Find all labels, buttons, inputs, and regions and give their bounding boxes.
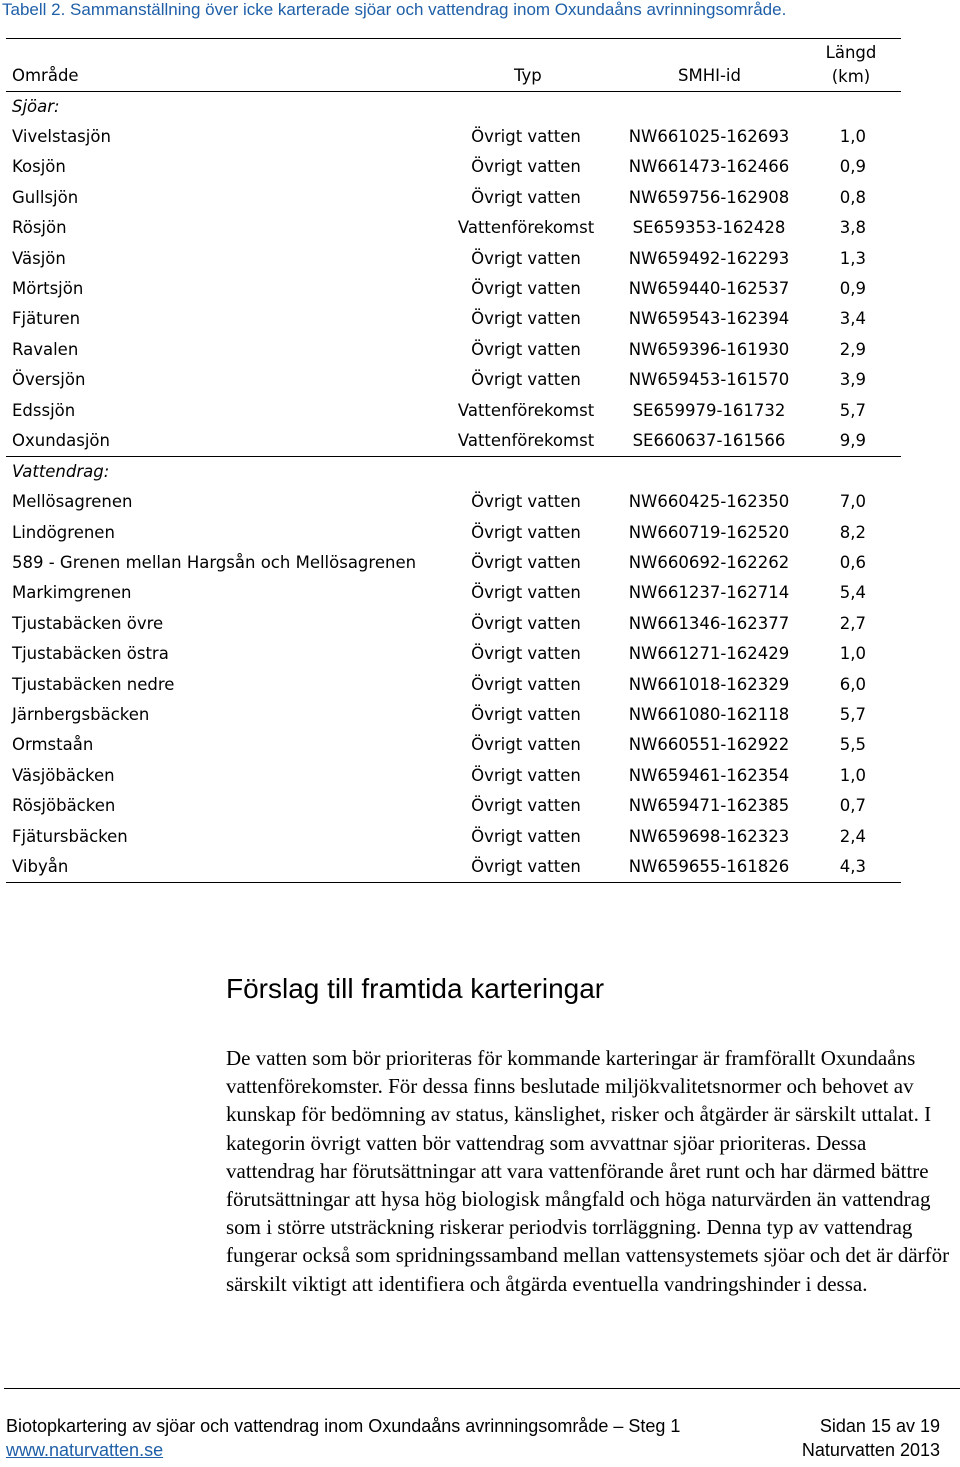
table-row (6, 822, 901, 852)
table-caption: Tabell 2. Sammanställning över icke karterade sjöar och vattendrag inom Oxundaåns avrinningsområde. (2, 0, 787, 19)
cell-smhi-id: NW660719-162520 (628, 522, 790, 542)
cell-smhi-id: NW661346-162377 (628, 613, 790, 633)
cell-length: 1,0 (839, 644, 866, 664)
cell-length: 1,3 (839, 248, 866, 268)
cell-type: Övrigt vatten (471, 856, 581, 876)
cell-smhi-id: NW661271-162429 (628, 644, 790, 664)
cell-area: Ravalen (12, 339, 79, 359)
table-row (6, 548, 901, 578)
cell-type: Övrigt vatten (471, 370, 581, 390)
cell-smhi-id: NW660551-162922 (628, 735, 790, 755)
section-heading: Förslag till framtida karteringar (226, 973, 605, 1004)
cell-length: 2,4 (839, 826, 866, 846)
cell-smhi-id: NW659453-161570 (628, 370, 790, 390)
table-row (6, 791, 901, 821)
table-row (6, 609, 901, 639)
header-length (806, 41, 896, 89)
table-row (6, 761, 901, 791)
cell-smhi-id: SE660637-161566 (632, 430, 786, 450)
header-length-label: Längd (825, 43, 877, 62)
cell-smhi-id: NW660692-162262 (628, 553, 790, 573)
table-row (6, 244, 901, 274)
cell-smhi-id: NW660425-162350 (628, 492, 790, 512)
table-row (6, 213, 901, 243)
cell-type: Övrigt vatten (471, 339, 581, 359)
cell-smhi-id: NW661018-162329 (628, 674, 790, 694)
cell-type: Övrigt vatten (471, 613, 581, 633)
table-row (6, 365, 901, 395)
header-smhi-id: SMHI-id (678, 66, 741, 85)
table-row (6, 487, 901, 517)
cell-smhi-id: NW661080-162118 (628, 705, 790, 725)
cell-area: Vibyån (12, 856, 69, 876)
table-row (6, 396, 901, 426)
streams-rows (6, 487, 901, 883)
cell-smhi-id: SE659979-161732 (632, 400, 786, 420)
cell-length: 3,4 (839, 309, 866, 329)
cell-area: Översjön (12, 370, 86, 390)
table-row (6, 852, 901, 883)
cell-type: Övrigt vatten (471, 492, 581, 512)
cell-type: Övrigt vatten (471, 583, 581, 603)
cell-smhi-id: NW661237-162714 (628, 583, 790, 603)
cell-type: Övrigt vatten (471, 157, 581, 177)
cell-area: Kosjön (12, 157, 66, 177)
cell-area: Oxundasjön (12, 430, 110, 450)
table-row (6, 518, 901, 548)
section-streams-label: Vattendrag: (12, 462, 110, 482)
cell-smhi-id: SE659353-162428 (632, 218, 786, 238)
cell-length: 0,9 (839, 278, 866, 298)
cell-length: 4,3 (839, 856, 866, 876)
cell-area: Mörtsjön (12, 278, 84, 298)
footer-divider (4, 1388, 960, 1389)
cell-area: Rösjön (12, 218, 67, 238)
cell-area: Rösjöbäcken (12, 796, 116, 816)
section-lakes-label: Sjöar: (12, 97, 60, 116)
cell-length: 1,0 (839, 765, 866, 785)
cell-length: 0,9 (839, 157, 866, 177)
cell-smhi-id: NW659543-162394 (628, 309, 790, 329)
page-footer (6, 1414, 950, 1462)
table-row (6, 152, 901, 182)
table-header (6, 39, 901, 92)
cell-type: Övrigt vatten (471, 644, 581, 664)
cell-type: Övrigt vatten (471, 248, 581, 268)
cell-area: Tjustabäcken östra (12, 644, 169, 664)
cell-smhi-id: NW659471-162385 (628, 796, 790, 816)
table-row (6, 122, 901, 152)
table-row (6, 426, 901, 457)
cell-smhi-id: NW661473-162466 (628, 157, 790, 177)
cell-smhi-id: NW659492-162293 (628, 248, 790, 268)
cell-area: Väsjöbäcken (12, 765, 115, 785)
cell-smhi-id: NW661025-162693 (628, 127, 790, 146)
footer-doc-title: Biotopkartering av sjöar och vattendrag inom Oxundaåns avrinningsområde – Steg 1 (6, 1416, 681, 1436)
cell-smhi-id: NW659756-162908 (628, 187, 790, 207)
cell-smhi-id: NW659698-162323 (628, 826, 790, 846)
cell-type: Övrigt vatten (471, 674, 581, 694)
cell-type: Övrigt vatten (471, 796, 581, 816)
cell-area: Edssjön (12, 400, 76, 420)
cell-area: Vivelstasjön (12, 127, 111, 146)
cell-length: 5,7 (839, 400, 866, 420)
cell-area: Fjäturen (12, 309, 81, 329)
cell-length: 0,6 (839, 553, 866, 573)
cell-area: Tjustabäcken nedre (12, 674, 175, 694)
cell-length: 0,8 (839, 187, 866, 207)
cell-area: Ormstaån (12, 735, 94, 755)
cell-area: Tjustabäcken övre (12, 613, 164, 633)
header-type: Typ (514, 66, 542, 85)
water-table (6, 38, 901, 883)
table-row (6, 274, 901, 304)
cell-length: 5,7 (839, 705, 866, 725)
cell-length: 6,0 (839, 674, 866, 694)
footer-page-number: Sidan 15 av 19 (819, 1416, 940, 1436)
cell-area: Gullsjön (12, 187, 79, 207)
cell-type: Övrigt vatten (471, 553, 581, 573)
cell-length: 0,7 (839, 796, 866, 816)
header-length-unit: (km) (831, 67, 871, 86)
cell-length: 8,2 (839, 522, 866, 542)
cell-area: Fjätursbäcken (12, 826, 128, 846)
cell-smhi-id: NW659655-161826 (628, 856, 790, 876)
lakes-rows (6, 122, 901, 457)
cell-type: Övrigt vatten (471, 127, 581, 146)
table-row (6, 335, 901, 365)
cell-area: Väsjön (12, 248, 66, 268)
footer-copyright: Naturvatten 2013 (801, 1440, 940, 1460)
cell-type: Övrigt vatten (471, 187, 581, 207)
table-row (6, 304, 901, 334)
cell-type: Övrigt vatten (471, 705, 581, 725)
cell-type: Vattenförekomst (457, 400, 595, 420)
cell-length: 7,0 (839, 492, 866, 512)
cell-type: Övrigt vatten (471, 735, 581, 755)
cell-length: 9,9 (839, 430, 866, 450)
cell-length: 5,4 (839, 583, 866, 603)
cell-area: Järnbergsbäcken (12, 705, 150, 725)
cell-type: Övrigt vatten (471, 522, 581, 542)
header-area: Område (12, 66, 79, 85)
cell-smhi-id: NW659440-162537 (628, 278, 790, 298)
cell-area: Lindögrenen (12, 522, 115, 542)
cell-length: 1,0 (839, 127, 866, 146)
table-row (6, 183, 901, 213)
cell-area: Mellösagrenen (12, 492, 133, 512)
cell-length: 3,9 (839, 370, 866, 390)
cell-length: 5,5 (839, 735, 866, 755)
footer-website-link[interactable]: www.naturvatten.se (6, 1440, 164, 1460)
table-row (6, 700, 901, 730)
table-row (6, 670, 901, 700)
cell-type: Övrigt vatten (471, 278, 581, 298)
cell-type: Vattenförekomst (457, 430, 595, 450)
table-row (6, 578, 901, 608)
cell-area: 589 - Grenen mellan Hargsån och Mellösagrenen (12, 553, 417, 573)
cell-length: 2,9 (839, 339, 866, 359)
cell-type: Vattenförekomst (457, 218, 595, 238)
cell-length: 2,7 (839, 613, 866, 633)
table-row (6, 639, 901, 669)
body-paragraph: De vatten som bör prioriteras för kommande karteringar är framförallt Oxundaåns vattenförekomster. För dessa finns beslutade miljökvalitetsnormer och behovet av kunskap för bedömning av status, känslighet, risker och åtgärder är särskilt uttalat. I kategorin övrigt vatten bör vattendrag som avvattnar sjöar prioriteras. Dessa vattendrag har förutsättningar att vara vattenförande året runt och har därmed bättre förutsättningar att hysa hög biologisk mångfald och höga naturvärden än vattendrag som i större utsträckning riskerar periodvis torrläggning. Denna typ av vattendrag fungerar också som spridningssamband mellan vattensystemets sjöar och det är därför särskilt viktigt att identifiera och åtgärda eventuella vandringshinder i dessa. (226, 1046, 950, 1296)
cell-type: Övrigt vatten (471, 309, 581, 329)
cell-type: Övrigt vatten (471, 826, 581, 846)
cell-smhi-id: NW659396-161930 (628, 339, 790, 359)
cell-area: Markimgrenen (12, 583, 132, 603)
table-row (6, 730, 901, 760)
cell-type: Övrigt vatten (471, 765, 581, 785)
cell-smhi-id: NW659461-162354 (628, 765, 790, 785)
cell-length: 3,8 (839, 218, 866, 238)
